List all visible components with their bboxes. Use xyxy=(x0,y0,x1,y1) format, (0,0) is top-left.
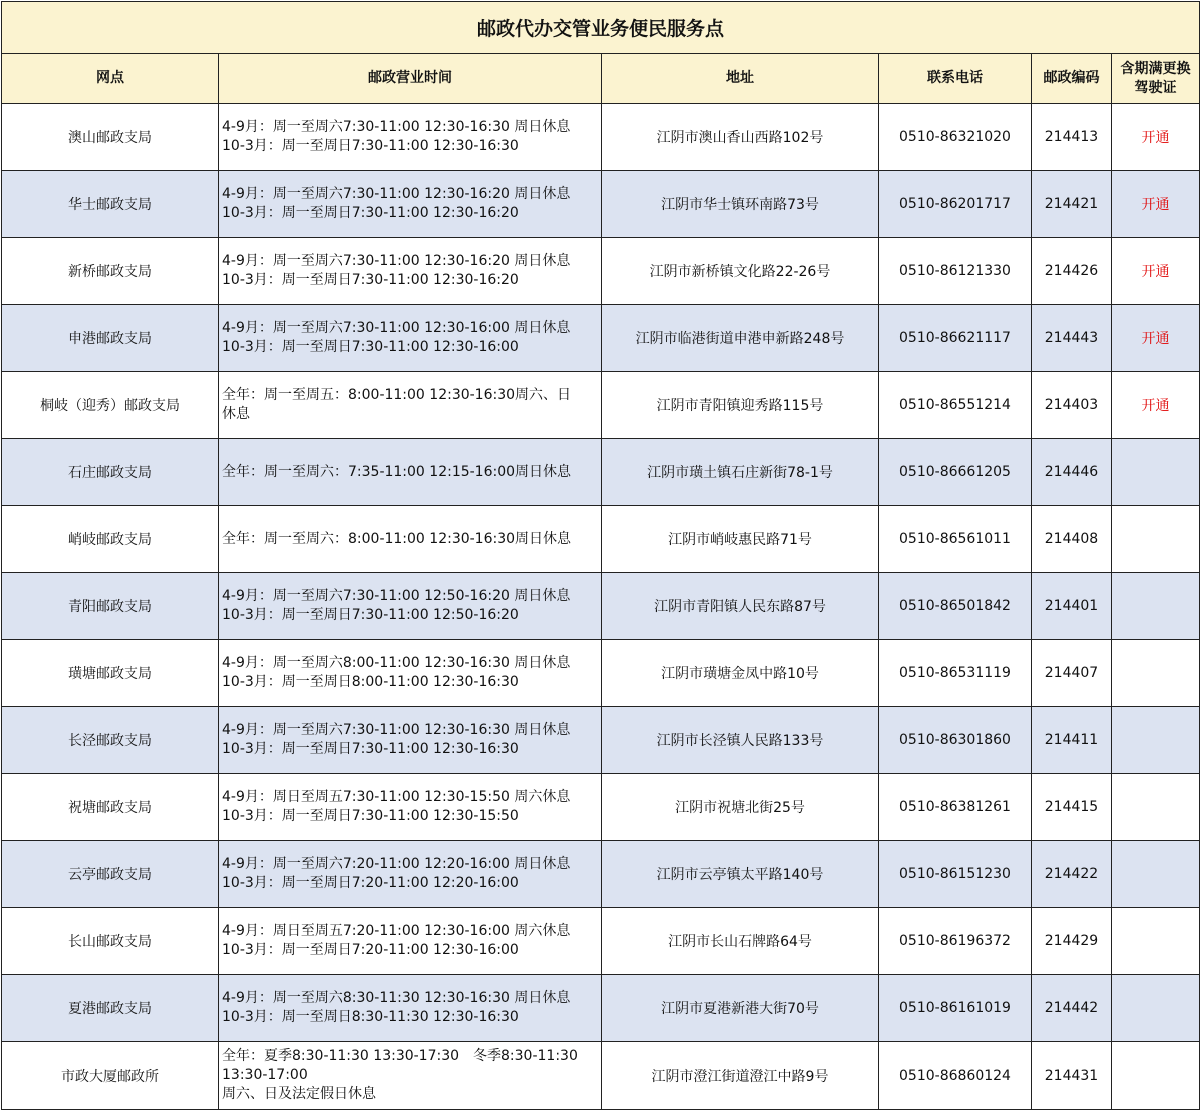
phone-cell: 0510-86121330 xyxy=(879,238,1032,305)
business-hours-line: 4-9月：周日至周五7:20-11:00 12:30-16:00 周六休息 xyxy=(222,923,571,939)
business-hours-cell xyxy=(219,305,602,372)
business-hours-line: 10-3月：周一至周日7:30-11:00 12:30-15:50 xyxy=(222,808,519,824)
address-cell: 江阴市祝塘北街25号 xyxy=(602,774,879,841)
phone-cell: 0510-86860124 xyxy=(879,1042,1032,1110)
business-hours-line: 10-3月：周一至周日7:30-11:00 12:30-16:20 xyxy=(222,205,519,221)
business-hours-cell xyxy=(219,908,602,975)
business-hours-line: 10-3月：周一至周日7:20-11:00 12:30-16:00 xyxy=(222,942,519,958)
phone-cell: 0510-86501842 xyxy=(879,573,1032,640)
business-hours-line: 4-9月：周一至周六7:30-11:00 12:50-16:20 周日休息 xyxy=(222,588,571,604)
postal-code-cell: 214422 xyxy=(1032,841,1112,908)
address-cell: 江阴市华士镇环南路73号 xyxy=(602,171,879,238)
postal-code-cell: 214443 xyxy=(1032,305,1112,372)
business-hours-line: 13:30-17:00 xyxy=(222,1067,308,1083)
license-renewal-status-cell xyxy=(1112,506,1200,573)
business-hours-cell xyxy=(219,439,602,506)
business-hours-line: 10-3月：周一至周日7:30-11:00 12:30-16:30 xyxy=(222,138,519,154)
address-cell: 江阴市璜土镇石庄新街78-1号 xyxy=(602,439,879,506)
business-hours-line: 4-9月：周一至周六7:30-11:00 12:30-16:30 周日休息 xyxy=(222,722,571,738)
business-hours-line: 4-9月：周一至周六7:30-11:00 12:30-16:00 周日休息 xyxy=(222,320,571,336)
branch-name-cell: 祝塘邮政支局 xyxy=(2,774,219,841)
table-row xyxy=(2,774,1200,841)
branch-name-cell: 华士邮政支局 xyxy=(2,171,219,238)
business-hours-cell xyxy=(219,841,602,908)
license-renewal-status-cell: 开通 xyxy=(1112,238,1200,305)
header-license-renewal: 含期满更换 驾驶证 xyxy=(1112,54,1200,104)
business-hours-line: 全年：周一至周六：8:00-11:00 12:30-16:30周日休息 xyxy=(222,530,572,547)
license-renewal-status-cell xyxy=(1112,1042,1200,1110)
business-hours-line: 全年：周一至周五：8:00-11:00 12:30-16:30周六、日 xyxy=(222,387,572,403)
license-renewal-status-cell: 开通 xyxy=(1112,305,1200,372)
address-cell: 江阴市璜塘金凤中路10号 xyxy=(602,640,879,707)
address-cell: 江阴市澄江街道澄江中路9号 xyxy=(602,1042,879,1110)
business-hours-cell xyxy=(219,104,602,171)
phone-cell: 0510-86201717 xyxy=(879,171,1032,238)
business-hours-cell xyxy=(219,640,602,707)
table-row xyxy=(2,640,1200,707)
business-hours-line: 4-9月：周一至周六7:20-11:00 12:20-16:00 周日休息 xyxy=(222,856,571,872)
phone-cell: 0510-86196372 xyxy=(879,908,1032,975)
postal-code-cell: 214426 xyxy=(1032,238,1112,305)
phone-cell: 0510-86151230 xyxy=(879,841,1032,908)
business-hours-cell xyxy=(219,975,602,1042)
branch-name-cell: 澳山邮政支局 xyxy=(2,104,219,171)
postal-code-cell: 214442 xyxy=(1032,975,1112,1042)
business-hours-cell xyxy=(219,774,602,841)
business-hours-line: 4-9月：周一至周六8:30-11:30 12:30-16:30 周日休息 xyxy=(222,990,571,1006)
business-hours-line: 4-9月：周日至周五7:30-11:00 12:30-15:50 周六休息 xyxy=(222,789,571,805)
business-hours-line: 4-9月：周一至周六7:30-11:00 12:30-16:20 周日休息 xyxy=(222,186,571,202)
postal-code-cell: 214431 xyxy=(1032,1042,1112,1110)
postal-code-cell: 214421 xyxy=(1032,171,1112,238)
branch-name-cell: 新桥邮政支局 xyxy=(2,238,219,305)
business-hours-line: 10-3月：周一至周日8:30-11:30 12:30-16:30 xyxy=(222,1009,519,1025)
table-row xyxy=(2,104,1200,171)
postal-code-cell: 214403 xyxy=(1032,372,1112,439)
address-cell: 江阴市青阳镇迎秀路115号 xyxy=(602,372,879,439)
postal-code-cell: 214446 xyxy=(1032,439,1112,506)
branch-name-cell: 夏港邮政支局 xyxy=(2,975,219,1042)
header-branch: 网点 xyxy=(2,54,219,104)
table-row xyxy=(2,841,1200,908)
phone-cell: 0510-86551214 xyxy=(879,372,1032,439)
license-renewal-status-cell: 开通 xyxy=(1112,372,1200,439)
phone-cell: 0510-86561011 xyxy=(879,506,1032,573)
table-row xyxy=(2,238,1200,305)
business-hours-line: 10-3月：周一至周日7:30-11:00 12:50-16:20 xyxy=(222,607,519,623)
business-hours-line: 10-3月：周一至周日7:30-11:00 12:30-16:00 xyxy=(222,339,519,355)
business-hours-line: 休息 xyxy=(222,406,250,422)
business-hours-line: 4-9月：周一至周六8:00-11:00 12:30-16:30 周日休息 xyxy=(222,655,571,671)
business-hours-line: 10-3月：周一至周日8:00-11:00 12:30-16:30 xyxy=(222,674,519,690)
table-row xyxy=(2,439,1200,506)
table-row xyxy=(2,975,1200,1042)
phone-cell: 0510-86531119 xyxy=(879,640,1032,707)
phone-cell: 0510-86621117 xyxy=(879,305,1032,372)
table-row xyxy=(2,506,1200,573)
postal-code-cell: 214408 xyxy=(1032,506,1112,573)
license-renewal-status-cell xyxy=(1112,774,1200,841)
business-hours-cell xyxy=(219,1042,602,1110)
header-address: 地址 xyxy=(602,54,879,104)
business-hours-cell xyxy=(219,506,602,573)
license-renewal-status-cell xyxy=(1112,908,1200,975)
header-phone: 联系电话 xyxy=(879,54,1032,104)
business-hours-line: 10-3月：周一至周日7:20-11:00 12:20-16:00 xyxy=(222,875,519,891)
branch-name-cell: 长泾邮政支局 xyxy=(2,707,219,774)
business-hours-line: 周六、日及法定假日休息 xyxy=(222,1086,376,1102)
service-points-table xyxy=(1,1,1200,1110)
address-cell: 江阴市新桥镇文化路22-26号 xyxy=(602,238,879,305)
branch-name-cell: 市政大厦邮政所 xyxy=(2,1042,219,1110)
header-row xyxy=(2,54,1200,104)
license-renewal-status-cell: 开通 xyxy=(1112,171,1200,238)
address-cell: 江阴市澳山香山西路102号 xyxy=(602,104,879,171)
address-cell: 江阴市夏港新港大街70号 xyxy=(602,975,879,1042)
address-cell: 江阴市长山石牌路64号 xyxy=(602,908,879,975)
table-row xyxy=(2,372,1200,439)
address-cell: 江阴市云亭镇太平路140号 xyxy=(602,841,879,908)
table-row xyxy=(2,908,1200,975)
postal-code-cell: 214413 xyxy=(1032,104,1112,171)
postal-code-cell: 214407 xyxy=(1032,640,1112,707)
table-row xyxy=(2,171,1200,238)
table-row xyxy=(2,573,1200,640)
business-hours-cell xyxy=(219,573,602,640)
address-cell: 江阴市临港街道申港申新路248号 xyxy=(602,305,879,372)
branch-name-cell: 青阳邮政支局 xyxy=(2,573,219,640)
postal-code-cell: 214415 xyxy=(1032,774,1112,841)
branch-name-cell: 云亭邮政支局 xyxy=(2,841,219,908)
business-hours-cell xyxy=(219,707,602,774)
business-hours-cell xyxy=(219,238,602,305)
license-renewal-status-cell: 开通 xyxy=(1112,104,1200,171)
address-cell: 江阴市长泾镇人民路133号 xyxy=(602,707,879,774)
license-renewal-status-cell xyxy=(1112,841,1200,908)
table-row xyxy=(2,1042,1200,1110)
business-hours-line: 4-9月：周一至周六7:30-11:00 12:30-16:30 周日休息 xyxy=(222,119,571,135)
postal-code-cell: 214401 xyxy=(1032,573,1112,640)
phone-cell: 0510-86301860 xyxy=(879,707,1032,774)
branch-name-cell: 桐岐（迎秀）邮政支局 xyxy=(2,372,219,439)
business-hours-cell xyxy=(219,372,602,439)
business-hours-line: 10-3月：周一至周日7:30-11:00 12:30-16:30 xyxy=(222,741,519,757)
branch-name-cell: 石庄邮政支局 xyxy=(2,439,219,506)
branch-name-cell: 申港邮政支局 xyxy=(2,305,219,372)
postal-code-cell: 214411 xyxy=(1032,707,1112,774)
license-renewal-status-cell xyxy=(1112,573,1200,640)
table-title: 邮政代办交管业务便民服务点 xyxy=(2,2,1200,54)
business-hours-line: 10-3月：周一至周日7:30-11:00 12:30-16:20 xyxy=(222,272,519,288)
header-zip: 邮政编码 xyxy=(1032,54,1112,104)
address-cell: 江阴市青阳镇人民东路87号 xyxy=(602,573,879,640)
table-row xyxy=(2,707,1200,774)
license-renewal-status-cell xyxy=(1112,975,1200,1042)
business-hours-line: 全年：夏季8:30-11:30 13:30-17:30 冬季8:30-11:30 xyxy=(222,1048,578,1064)
header-hours: 邮政营业时间 xyxy=(219,54,602,104)
postal-code-cell: 214429 xyxy=(1032,908,1112,975)
license-renewal-status-cell xyxy=(1112,439,1200,506)
table-row xyxy=(2,305,1200,372)
license-renewal-status-cell xyxy=(1112,707,1200,774)
branch-name-cell: 璜塘邮政支局 xyxy=(2,640,219,707)
phone-cell: 0510-86321020 xyxy=(879,104,1032,171)
business-hours-line: 全年：周一至周六：7:35-11:00 12:15-16:00周日休息 xyxy=(222,463,572,480)
phone-cell: 0510-86161019 xyxy=(879,975,1032,1042)
branch-name-cell: 峭岐邮政支局 xyxy=(2,506,219,573)
phone-cell: 0510-86381261 xyxy=(879,774,1032,841)
branch-name-cell: 长山邮政支局 xyxy=(2,908,219,975)
address-cell: 江阴市峭岐惠民路71号 xyxy=(602,506,879,573)
business-hours-cell xyxy=(219,171,602,238)
phone-cell: 0510-86661205 xyxy=(879,439,1032,506)
license-renewal-status-cell xyxy=(1112,640,1200,707)
business-hours-line: 4-9月：周一至周六7:30-11:00 12:30-16:20 周日休息 xyxy=(222,253,571,269)
